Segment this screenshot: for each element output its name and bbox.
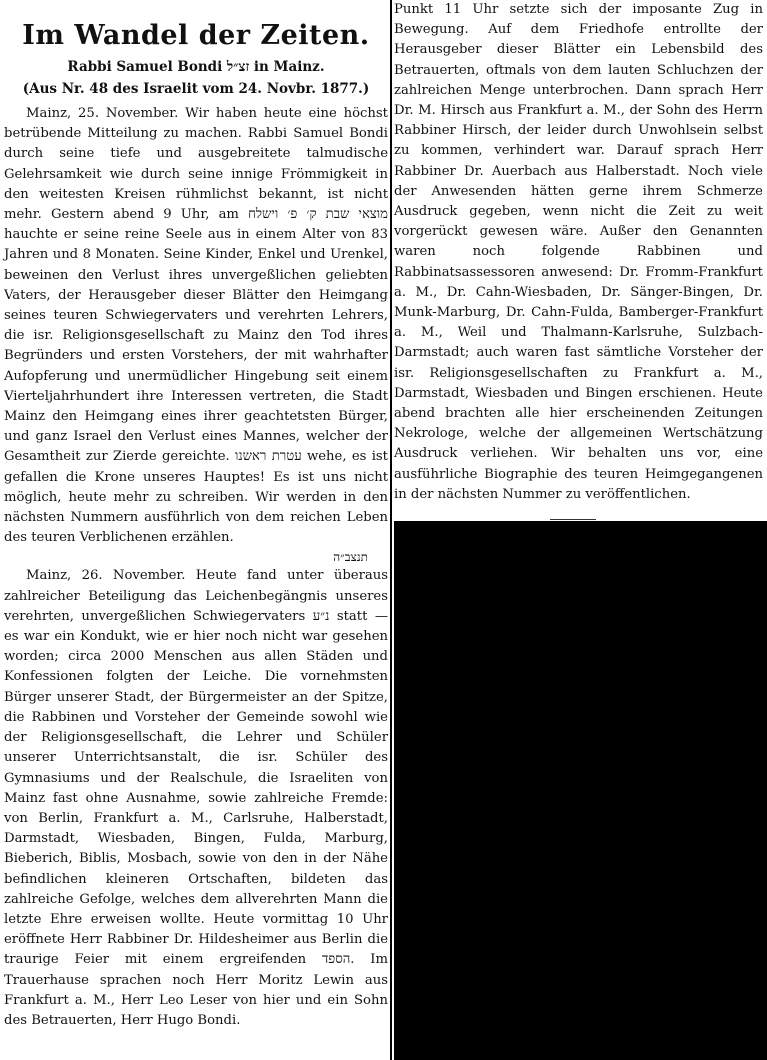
paragraph-mainz-26-november: Mainz, 26. November. Heute fand unter überaus zahlreicher Beteiligung das Leichenbegängnis unseres verehrten, unvergeßlichen Schwiegervaters נ״ע statt — es war ein Kondukt, wie er hier noch nicht war gesehen worden; circa 2000 Menschen aus allen Städen und Konfessionen folgten der Leiche. Die vornehmsten Bürger unserer Stadt, der Bürgermeister an der Spitze, die Rabbinen und Vorsteher der Gemeinde sowohl wie der Religionsgesellschaft, die Lehrer und Schüler unserer Unterrichtsanstalt, die isr. Schüler des Gymnasiums und der Realschule, die Israeliten von Mainz fast ohne Ausnahme, sowie zahlreiche Fremde: von Berlin, Frankfurt a. M., Carlsruhe, Halberstadt, Darmstadt, Wiesbaden, Bingen, Fulda, Marburg, Bieberich, Biblis, Mosbach, sowie von den in der Nähe befindlichen kleineren Ortschaften, bildeten das zahlreiche Gefolge, welches dem allverehrten Mann die letzte Ehre erweisen wollte. Heute vormittag 10 Uhr eröffnete Herr Rabbiner Dr. Hildesheimer aus Berlin die traurige Feier mit einem ergreifenden הספד. Im Trauerhause sprachen noch Herr Moritz Lewin aus Frankfurt a. M., Herr Leo Leser von hier und ein Sohn des Betrauerten, Herr Hugo Bondi. xyxy=(4,568,389,1028)
article-headline: Im Wandel der Zeiten. xyxy=(22,20,370,51)
paragraph-continuation: Punkt 11 Uhr setzte sich der imposante Zug in Bewegung. Auf dem Friedhofe entrollte der Herausgeber dieser Blätter ein Lebensbild des Betrauerten, oftmals von dem lauten Schluchzen der zahlreichen Menge unterbrochen. Dann sprach Herr Dr. M. Hirsch aus Frankfurt a. M., der Sohn des Herrn Rabbiner Hirsch, der leider durch Unwohlsein selbst zu kommen, verhindert war. Darauf sprach Herr Rabbiner Dr. Auerbach aus Halberstadt. Noch viele der Anwesenden hätten gerne ihrem Schmerze Ausdruck gegeben, wenn nicht die Zeit zu weit vorgerückt gewesen wäre. Außer den Genannten waren noch folgende Rabbinen und Rabbinatsassessoren anwesend: Dr. Fromm-Frankfurt a. M., Dr. Cahn-Wiesbaden, Dr. Sänger-Bingen, Dr. Munk-Marburg, Dr. Cahn-Fulda, Bamberger-Frankfurt a. M., Weil und Thalmann-Karlsruhe, Sulzbach-Darmstadt; auch waren fast sämtliche Vorsteher der isr. Religionsgesellschaften zu Frankfurt a. M., Darmstadt, Wiesbaden und Bingen erschienen. Heute abend brachten alle hier erscheinenden Zeitungen Nekrologe, welche der allgemeinen Wertschätzung Ausdruck verliehen. Wir behalten uns vor, eine ausführliche Biographie des teuren Heimgegangenen in der nächsten Nummer zu veröffentlichen. xyxy=(394,2,763,502)
article-subhead: Rabbi Samuel Bondi זצ״ל in Mainz. xyxy=(67,59,325,75)
paragraph-mainz-25-november: Mainz, 25. November. Wir haben heute eine höchst betrübende Mitteilung zu machen. Rabbi Samuel Bondi durch seine tiefe und ausgebreitete talmudische Gelehrsamkeit wie durch seine innige Frömmigkeit in den weitesten Kreisen rühmlichst bekannt, ist nicht mehr. Gestern abend 9 Uhr, am מוצאי שבת ק׳ פ׳ וישלח hauchte er seine reine Seele aus in einem Alter von 83 Jahren und 8 Monaten. Seine Kinder, Enkel und Urenkel, beweinen den Verlust ihres unvergeßlichen geliebten Vaters, der Herausgeber dieser Blätter den Heimgang seines teuren Schwiegervaters und verehrten Lehrers, die isr. Religionsgesellschaft zu Mainz den Tod ihres Begründers und ersten Vorstehers, der mit wahrhafter Aufopferung und unermüdlicher Hingebung seit einem Vierteljahrhundert ihre Interessen vertreten, die Stadt Mainz den Heimgang eines ihrer geachtetsten Bürger, und ganz Israel den Verlust eines Mannes, welcher der Gesamtheit zur Zierde gereichte. עטרת ראשנו wehe, es ist gefallen die Krone unseres Hauptes! Es ist uns nicht möglich, heute mehr zu schreiben. Wir werden in den nächsten Nummern ausführlich von dem reichen Leben des teuren Verblichenen erzählen. xyxy=(4,106,388,546)
hebrew-signoff: תנצב״ה xyxy=(333,550,368,565)
article-source: (Aus Nr. 48 des Israelit vom 24. Novbr. 1877.) xyxy=(22,81,370,97)
blank-black-area xyxy=(394,521,767,1060)
column-divider xyxy=(390,0,392,1060)
left-column xyxy=(4,0,388,1031)
end-rule xyxy=(550,519,596,520)
right-column xyxy=(394,0,763,505)
